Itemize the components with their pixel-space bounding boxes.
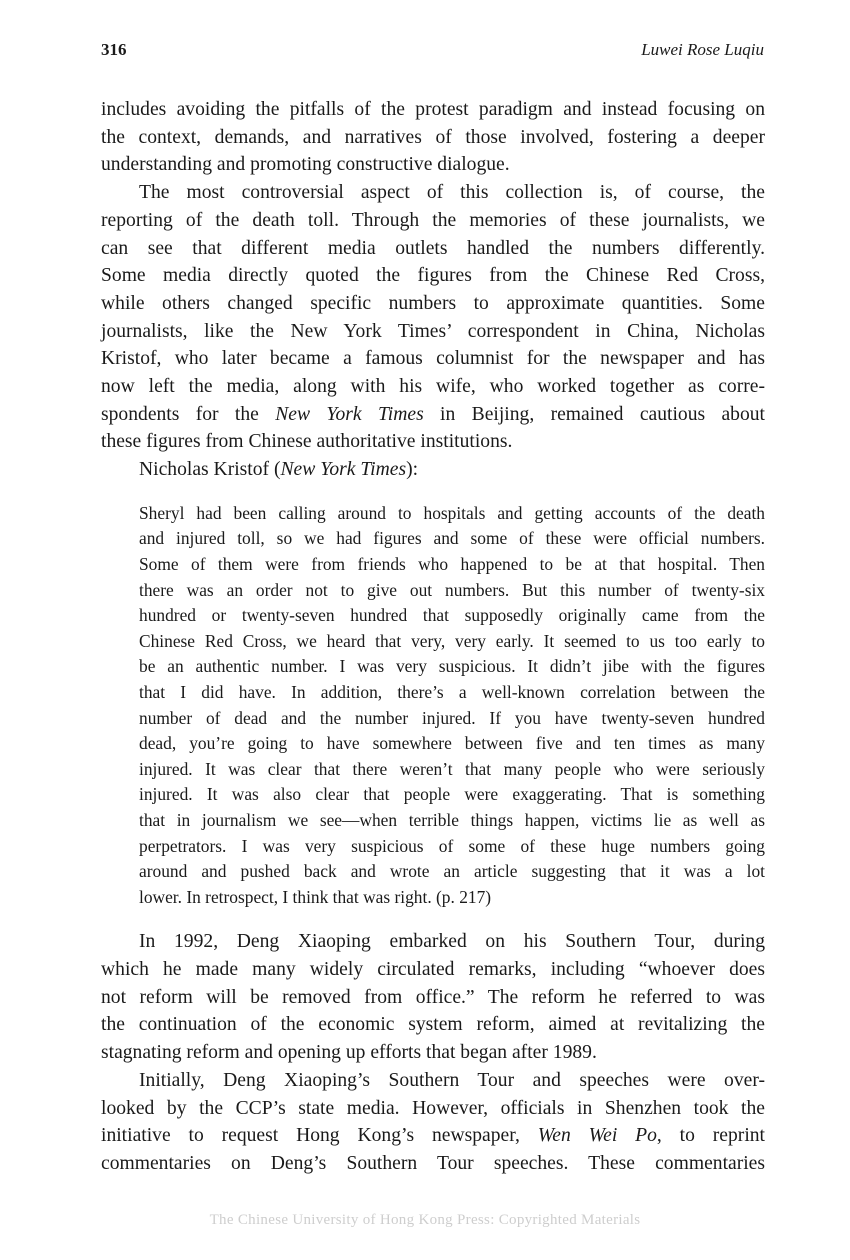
paragraph [101, 928, 765, 1067]
text-line [101, 456, 765, 484]
text-line: while others changed specific numbers to approximate quantities. Some [101, 292, 765, 314]
text-line: now left the media, along with his wife, who worked together as corre- [101, 376, 765, 398]
text-line: Kristof, who later became a famous columnist for the newspaper and has [101, 348, 765, 370]
text-line: includes avoiding the pitfalls of the protest paradigm and instead focusing on [101, 99, 765, 120]
text-line: which he made many widely circulated remarks, including “whoever does [101, 959, 765, 981]
text-line: Sheryl had been calling around to hospitals and getting accounts of the death [139, 502, 765, 523]
text-line: not reform will be removed from office.” The reform he referred to was [101, 986, 765, 1008]
text-line: these figures from Chinese authoritative institutions. [101, 431, 513, 453]
text-line: reporting of the death toll. Through the memories of these journalists, we [101, 209, 765, 231]
text-line: injured. It was clear that there weren’t that many people who were seriously [139, 758, 765, 779]
text-line: the continuation of the economic system reform, aimed at revitalizing the [101, 1014, 765, 1036]
text-segment: spondents for the [101, 403, 276, 425]
italic-title: New York Times [280, 459, 407, 481]
text-line: that in journalism we see—when terrible things happen, victims lie as well as [139, 809, 765, 830]
block-quote [139, 501, 765, 911]
italic-title: New York Times [275, 403, 424, 425]
text-line: perpetrators. I was very suspicious of some of these huge numbers going [139, 835, 765, 856]
text-segment: in Beijing, remained cautious about [423, 403, 765, 425]
text-line: there was an order not to give out numbers. But this number of twenty-six [139, 579, 765, 600]
text-line: Some media directly quoted the figures from the Chinese Red Cross, [101, 265, 765, 287]
text-line: number of dead and the number injured. If you have twenty-seven hundred [139, 707, 765, 728]
italic-title: Wen Wei Po [537, 1125, 657, 1147]
text-line: that I did have. In addition, there’s a well-known correlation between the [139, 682, 765, 702]
text-line: injured. It was also clear that people were exaggerating. That is something [139, 784, 765, 805]
paragraph [101, 1067, 765, 1178]
text-line: The most controversial aspect of this collection is, of course, the [139, 182, 765, 204]
text-line [101, 401, 765, 429]
text-line: In 1992, Deng Xiaoping embarked on his Southern Tour, during [139, 931, 765, 953]
text-line: lower. In retrospect, I think that was right. (p. 217) [139, 886, 492, 907]
paragraph [101, 96, 765, 179]
text-line: commentaries on Deng’s Southern Tour speeches. These commentaries [101, 1152, 765, 1174]
text-line: be an authentic number. I was very suspicious. It didn’t jibe with the figures [139, 656, 765, 677]
text-line: can see that different media outlets handled the numbers differently. [101, 237, 765, 259]
text-line: hundred or twenty-seven hundred that supposedly originally came from the [139, 605, 765, 626]
text-line: looked by the CCP’s state media. However, officials in Shenzhen took the [101, 1097, 765, 1119]
text-line: around and pushed back and wrote an article suggesting that it was a lot [139, 861, 765, 882]
text-segment: , to reprint [656, 1125, 766, 1147]
text-segment: ): [406, 459, 419, 481]
paragraph [101, 179, 765, 456]
text-line: dead, you’re going to have somewhere between five and ten times as many [139, 733, 765, 754]
text-line: understanding and promoting constructive dialogue. [101, 154, 510, 176]
paragraph [101, 456, 765, 484]
text-line: the context, demands, and narratives of those involved, fostering a deeper [101, 126, 765, 148]
page-number: 316 [101, 40, 127, 59]
watermark: The Chinese University of Hong Kong Press: Copyrighted Materials [209, 1212, 641, 1228]
text-segment: initiative to request Hong Kong’s newspaper, [101, 1125, 538, 1147]
text-line: stagnating reform and opening up efforts that began after 1989. [101, 1042, 597, 1064]
running-head: Luwei Rose Luqiu [641, 40, 764, 59]
text-segment: Nicholas Kristof ( [139, 459, 281, 481]
text-line: Some of them were from friends who happened to be at that hospital. Then [139, 554, 765, 575]
text-line: journalists, like the New York Times’ correspondent in China, Nicholas [101, 320, 765, 342]
text-line: Initially, Deng Xiaoping’s Southern Tour and speeches were over- [139, 1069, 765, 1091]
text-line: and injured toll, so we had figures and some of these were official numbers. [139, 528, 765, 549]
page-body [101, 96, 765, 1178]
text-line: Chinese Red Cross, we heard that very, very early. It seemed to us too early to [139, 630, 765, 651]
text-line [101, 1122, 765, 1150]
